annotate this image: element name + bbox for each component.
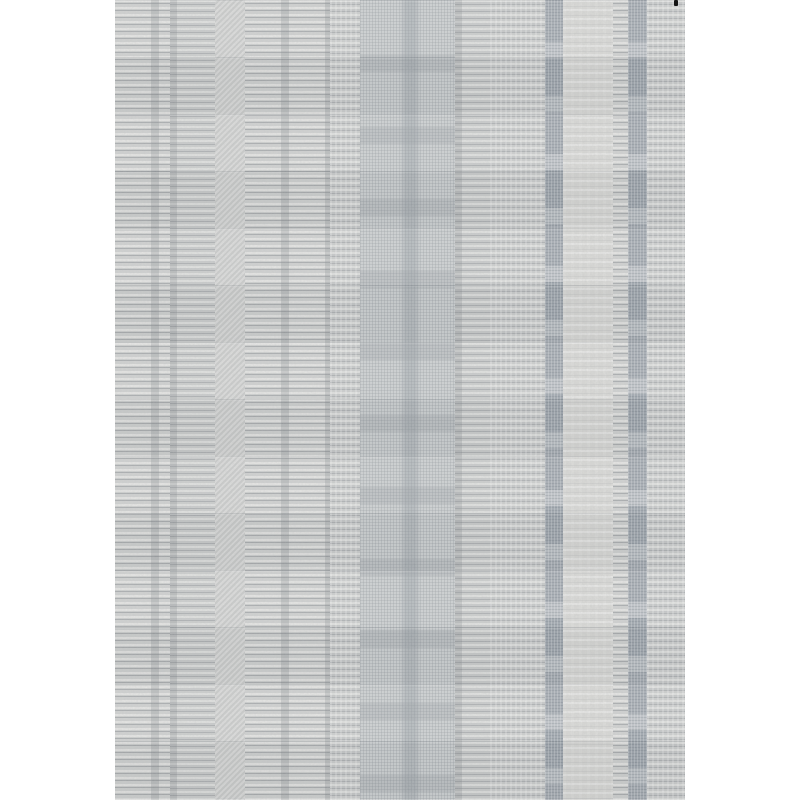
stripe-fluffy-column [563, 0, 613, 800]
stripe-dark-stripe-left [545, 0, 563, 800]
fabric-swatch [115, 0, 685, 800]
stripe-rib-dash-c [245, 0, 330, 800]
stripe-smooth-stripe [215, 0, 245, 800]
stripe-rib-fine [330, 0, 360, 800]
stripe-rib-dash-b [170, 0, 215, 800]
stripe-rib-dash-e [613, 0, 628, 800]
stripe-rib-right-edge [647, 0, 685, 800]
stripe-dark-stripe-right [628, 0, 647, 800]
ink-speck [674, 0, 678, 6]
stripe-rib-dash-d [455, 0, 490, 800]
stripe-rib-dash-a [115, 0, 170, 800]
stripe-rib-wide [490, 0, 545, 800]
stripe-plaid-column [360, 0, 455, 800]
